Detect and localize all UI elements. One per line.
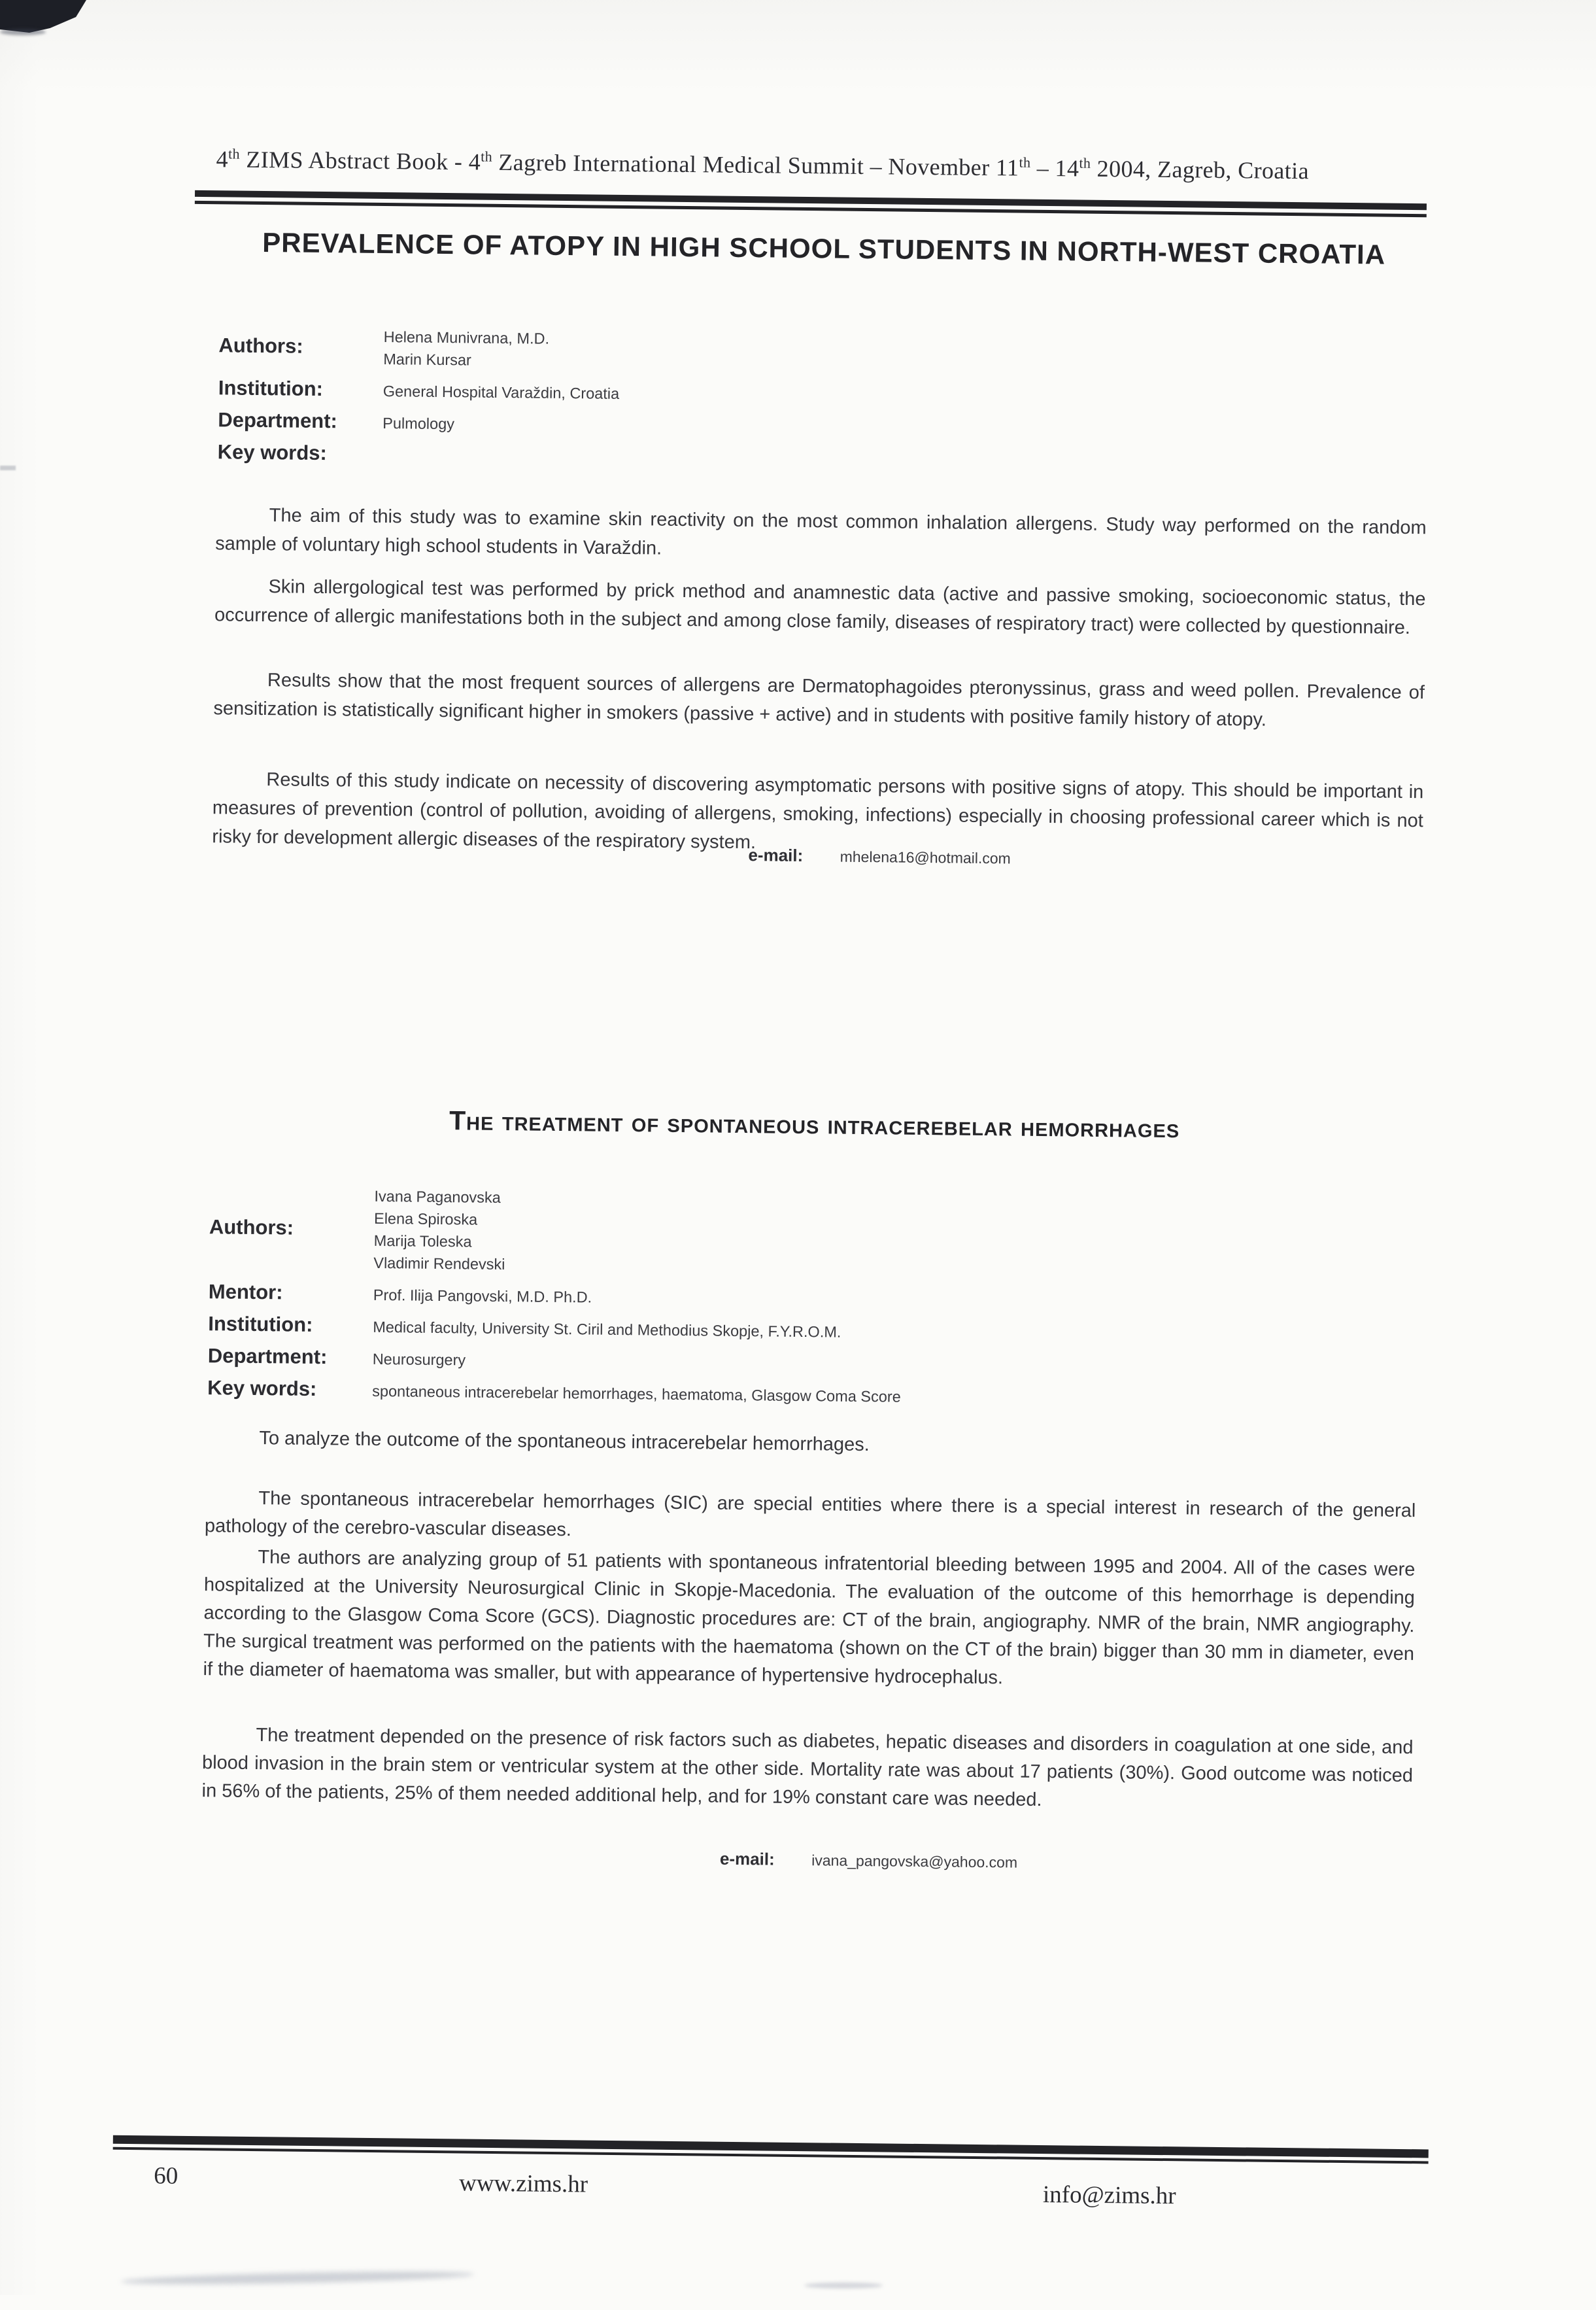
- email-label: e-mail:: [720, 1849, 775, 1869]
- authors-label: Authors:: [218, 334, 383, 359]
- email-address: ivana_pangovska@yahoo.com: [811, 1852, 1017, 1870]
- footer-rule: [113, 2135, 1429, 2164]
- abstract2-title: The treatment of spontaneous intracerebelar hemorrhages: [209, 1103, 1419, 1146]
- abstract1-paragraph: Results of this study indicate on necessity of discovering asymptomatic persons with positive signs of atopy. This should be important in measures of prevention (control of pollution, avoiding of allergens, smoking, infections) especially in choosing professional career which is not risky for development allergic diseases of the respiratory system.: [212, 765, 1423, 864]
- footer-website: www.zims.hr: [459, 2169, 588, 2198]
- department-label: Department:: [208, 1344, 373, 1370]
- author-name: Elena Spiroska: [374, 1207, 505, 1231]
- author-name: Ivana Paganovska: [374, 1185, 505, 1209]
- institution-label: Institution:: [208, 1312, 373, 1338]
- department-value: Pulmology: [382, 410, 454, 435]
- info-row-department: [208, 1344, 1385, 1381]
- abstract1-paragraph: The aim of this study was to examine skin reactivity on the most common inhalation allergens. Study way performed on the random sample of voluntary high school students in Varaždin.: [215, 500, 1427, 571]
- abstract1-paragraph: Skin allergological test was performed by prick method and anamnestic data (active and passive smoking, socioeconomic status, the occurrence of allergic manifestations both in the subject and among close family, diseases of respiratory tract) were collected by questionnaire.: [214, 572, 1426, 642]
- abstract2-paragraph: The spontaneous intracerebelar hemorrhages (SIC) are special entities where there is a special interest in research of the general pathology of the cerebro-vascular diseases.: [205, 1484, 1416, 1553]
- abstract2-paragraph: The treatment depended on the presence of risk factors such as diabetes, hepatic diseases and disorders in coagulation at one side, and blood invasion in the brain stem or ventricular system at the other side. Mortality rate was about 17 patients (30%). Good outcome was noticed in 56% of the patients, 25% of them needed additional help, and for 19% constant care was needed.: [201, 1721, 1413, 1818]
- header-text: 4: [216, 146, 228, 172]
- abstract1-info: [217, 322, 1395, 484]
- institution-value: Medical faculty, University St. Ciril and Methodius Skopje, F.Y.R.O.M.: [373, 1314, 841, 1343]
- authors-label: Authors:: [209, 1215, 374, 1241]
- page-header: 4th ZIMS Abstract Book - 4th Zagreb International Medical Summit – November 11th – 14th 2004, Zagreb, Croatia: [216, 145, 1445, 186]
- abstract2-info: [207, 1181, 1387, 1421]
- keywords-label: Key words:: [218, 440, 382, 466]
- email-address: mhelena16@hotmail.com: [840, 848, 1011, 867]
- keywords-value: spontaneous intracerebelar hemorrhages, haematoma, Glasgow Coma Score: [372, 1378, 901, 1408]
- institution-label: Institution:: [218, 376, 383, 402]
- abstract1-title: PREVALENCE OF ATOPY IN HIGH SCHOOL STUDENTS IN NORTH-WEST CROATIA: [218, 226, 1429, 271]
- page-number: 60: [154, 2162, 178, 2190]
- abstract1-paragraph: Results show that the most frequent sources of allergens are Dermatophagoides pteronyssinus, grass and weed pollen. Prevalence of sensitization is statistically significant higher in smokers (passive + active) and in students with positive family history of atopy.: [213, 665, 1425, 736]
- info-row-authors: [218, 322, 1396, 381]
- header-superscript: th: [481, 148, 492, 165]
- header-superscript: th: [228, 145, 240, 162]
- info-row-keywords: [218, 440, 1395, 476]
- author-name: Vladimir Rendevski: [373, 1252, 505, 1275]
- author-name: Marija Toleska: [374, 1230, 505, 1253]
- info-row-institution: [218, 376, 1395, 413]
- email-label: e-mail:: [748, 845, 803, 865]
- department-label: Department:: [218, 408, 382, 434]
- author-name: Marin Kursar: [383, 348, 549, 372]
- mentor-value: Prof. Ilija Pangovski, M.D. Ph.D.: [373, 1282, 592, 1309]
- author-name: Helena Munivrana, M.D.: [384, 326, 550, 350]
- authors-value: [373, 1183, 506, 1275]
- abstract2-paragraph: To analyze the outcome of the spontaneous intracerebelar hemorrhages.: [205, 1424, 1416, 1465]
- mentor-label: Mentor:: [209, 1280, 373, 1306]
- department-value: Neurosurgery: [373, 1346, 466, 1371]
- info-row-mentor: [209, 1280, 1385, 1317]
- abstract2-paragraph: The authors are analyzing group of 51 patients with spontaneous infratentorial bleeding between 1995 and 2004. All of the cases were hospitalized at the University Neurosurgical Clinic in Skopje-Macedonia. The evaluation of the outcome of this hemorrhage is depending according to the Glasgow Coma Score (GCS). Diagnostic procedures are: CT of the brain, angiography. NMR of the brain, NMR angiography. The surgical treatment was performed on the patients with the haematoma (shown on the CT of the brain) bigger than 30 mm in diameter, even if the diameter of haematoma was smaller, but with appearance of hypertensive hydrocephalus.: [203, 1543, 1415, 1697]
- info-row-authors: [209, 1181, 1386, 1284]
- header-superscript: th: [1019, 154, 1030, 171]
- authors-value: [383, 324, 549, 372]
- header-superscript: th: [1079, 155, 1091, 171]
- info-row-keywords: [207, 1376, 1384, 1413]
- info-row-department: [218, 408, 1395, 445]
- institution-value: General Hospital Varaždin, Croatia: [383, 378, 620, 405]
- header-rule: [195, 190, 1427, 217]
- keywords-label: Key words:: [207, 1376, 372, 1402]
- abstract2-email-row: [201, 1843, 1412, 1876]
- footer-email: info@zims.hr: [1043, 2181, 1176, 2210]
- info-row-institution: [208, 1312, 1385, 1349]
